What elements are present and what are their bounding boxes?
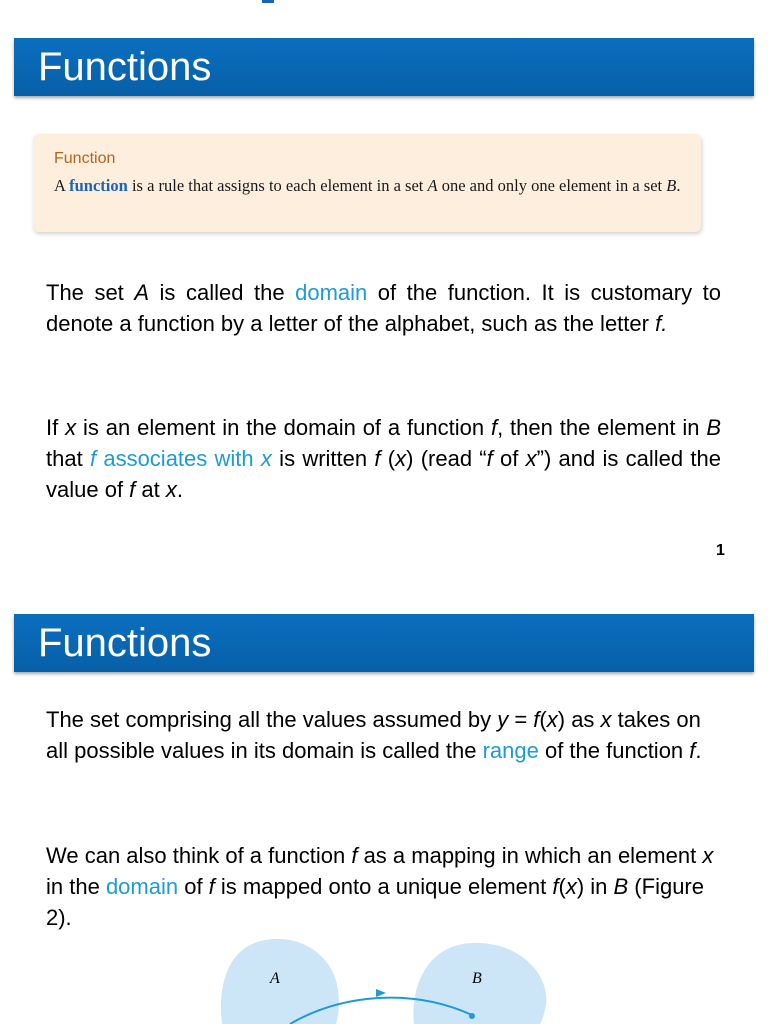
definition-text [54,174,681,197]
text-run: of the function. It is customary to denote a function by a letter of the alphabet, such as the letter [46,280,721,336]
slide1-paragraph-value [46,412,721,505]
math-var: x [525,446,537,471]
highlight-var: x [260,446,272,471]
definition-heading: Function [54,150,116,167]
definition-text-1: is a rule that assigns to each element in a set [127,176,428,195]
definition-term: function [69,176,128,195]
math-var: y [497,707,509,732]
text-run: ) (read “ [406,446,487,471]
set-a-label: A [270,970,280,987]
set-a-blob [221,939,339,1024]
slide2-paragraph-mapping [46,840,726,933]
set-b-label: B [472,970,482,987]
text-run: of [492,446,526,471]
text-run: ( [380,446,396,471]
slide1-title-banner [14,38,754,96]
text-run: of [178,874,209,899]
text-run: If [46,415,66,440]
math-var: B [613,874,629,899]
definition-lead: A [54,176,70,195]
math-var: f [208,874,215,899]
slide1-paragraph-domain [46,277,721,339]
text-run: of the function [538,738,690,763]
math-var: A [134,280,150,305]
text-run: as a mapping in which an element [357,843,703,868]
math-var: x [600,707,612,732]
math-var: f. [655,311,668,336]
text-run: We can also think of a function [46,843,352,868]
slide2-title: Functions [38,621,212,665]
text-run: The set [46,280,135,305]
text-run: that [46,446,90,471]
definition-text-3: . [676,176,681,195]
definition-text-2: one and only one element in a set [437,176,667,195]
text-run: . [176,477,183,502]
math-var: x [395,446,407,471]
definition-var-a: A [427,176,438,195]
text-run: is called the [149,280,296,305]
text-run: The set comprising all the values assumed by [46,707,498,732]
math-var: x [165,477,177,502]
slide1-title: Functions [38,45,212,89]
top-edge-mark [262,0,274,3]
mapping-figure [210,935,560,1024]
text-run: (Figure 2). [46,874,704,930]
slide2-title-banner [14,614,754,672]
text-run: is mapped onto a unique element [214,874,553,899]
range-term: range [482,738,539,763]
math-var: f [552,874,559,899]
math-var: f [374,446,381,471]
math-var: x [65,415,77,440]
text-run: takes on all possible values in its domain is called the [46,707,701,763]
highlight-var: f [89,446,97,471]
image-point [469,1013,475,1019]
text-run: . [695,738,702,763]
text-run: at [135,477,166,502]
math-var: x [702,843,714,868]
text-run: ) as [557,707,601,732]
slide2-paragraph-range [46,704,726,766]
text-run: ( [558,874,566,899]
math-var: f [486,446,493,471]
math-var: f [351,843,358,868]
text-run: , then the element in [497,415,707,440]
math-var: x [546,707,558,732]
definition-box [33,134,701,232]
text-run: = [508,707,534,732]
text-run: ( [539,707,547,732]
page-number: 1 [716,542,725,559]
domain-term: domain [295,280,368,305]
math-var: f [689,738,696,763]
math-var: f [490,415,498,440]
math-var: x [565,874,577,899]
domain-term: domain [105,874,179,899]
definition-var-b: B [666,176,677,195]
text-run: in the [46,874,106,899]
text-run: is written [271,446,375,471]
text-run: ”) and is called the value of [46,446,721,502]
arrowhead-icon [376,989,386,997]
highlight-text: associates with [96,446,261,471]
text-run: ) in [576,874,614,899]
text-run: is an element in the domain of a function [76,415,491,440]
math-var: B [706,415,722,440]
math-var: f [533,707,540,732]
math-var: f [129,477,136,502]
